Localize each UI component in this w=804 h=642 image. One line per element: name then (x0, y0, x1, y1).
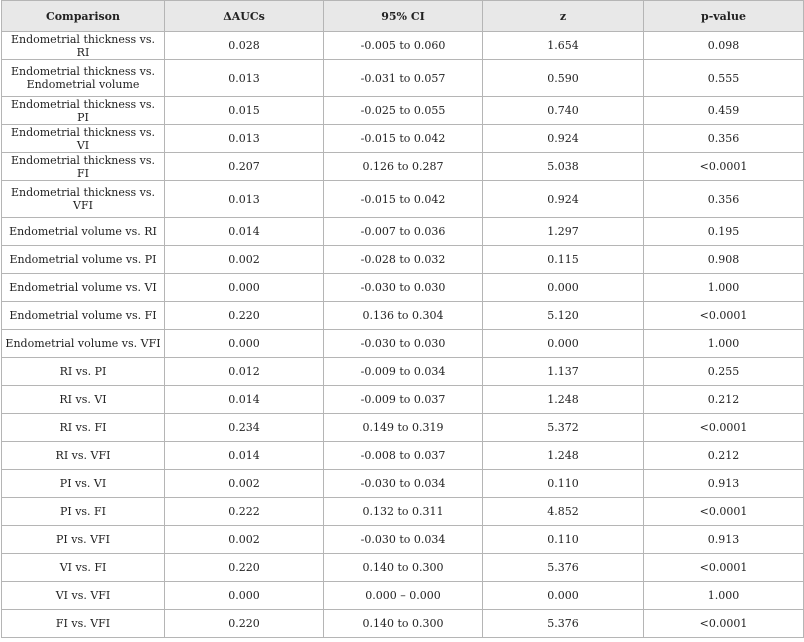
comparison-cell: RI vs. FI (2, 414, 165, 442)
table-row (2, 470, 804, 498)
comparison-cell: PI vs. FI (2, 498, 165, 526)
comparison-cell: Endometrial thickness vs. FI (2, 153, 165, 181)
header-z: z (483, 1, 644, 32)
comparison-cell: Endometrial volume vs. VFI (2, 330, 165, 358)
z-cell: 1.248 (483, 442, 644, 470)
delta-auc-cell: 0.234 (165, 414, 324, 442)
table-row (2, 582, 804, 610)
ci-cell: -0.030 to 0.030 (324, 330, 483, 358)
p-value-cell: 0.459 (644, 97, 804, 125)
p-value-cell: <0.0001 (644, 498, 804, 526)
ci-cell: -0.009 to 0.034 (324, 358, 483, 386)
table-row (2, 330, 804, 358)
delta-auc-cell: 0.207 (165, 153, 324, 181)
z-cell: 0.110 (483, 526, 644, 554)
header-row (2, 1, 804, 32)
comparison-cell: PI vs. VI (2, 470, 165, 498)
p-value-cell: <0.0001 (644, 610, 804, 638)
table-row (2, 442, 804, 470)
z-cell: 4.852 (483, 498, 644, 526)
ci-cell: -0.015 to 0.042 (324, 125, 483, 153)
z-cell: 0.000 (483, 582, 644, 610)
comparison-cell: RI vs. VI (2, 386, 165, 414)
comparison-cell: Endometrial thickness vs. Endometrial volume (2, 60, 165, 97)
table-row (2, 181, 804, 218)
ci-cell: -0.031 to 0.057 (324, 60, 483, 97)
delta-auc-cell: 0.220 (165, 610, 324, 638)
ci-cell: 0.149 to 0.319 (324, 414, 483, 442)
ci-cell: -0.030 to 0.030 (324, 274, 483, 302)
table-row (2, 302, 804, 330)
z-cell: 0.000 (483, 274, 644, 302)
table-row (2, 60, 804, 97)
p-value-cell: <0.0001 (644, 414, 804, 442)
comparison-cell: Endometrial thickness vs. RI (2, 32, 165, 60)
delta-auc-cell: 0.000 (165, 330, 324, 358)
delta-auc-cell: 0.012 (165, 358, 324, 386)
table-row (2, 358, 804, 386)
auc-comparison-table (1, 0, 804, 638)
p-value-cell: <0.0001 (644, 153, 804, 181)
z-cell: 5.372 (483, 414, 644, 442)
z-cell: 0.000 (483, 330, 644, 358)
ci-cell: 0.136 to 0.304 (324, 302, 483, 330)
table-row (2, 526, 804, 554)
delta-auc-cell: 0.002 (165, 470, 324, 498)
z-cell: 0.924 (483, 125, 644, 153)
p-value-cell: <0.0001 (644, 302, 804, 330)
table-row (2, 386, 804, 414)
z-cell: 0.740 (483, 97, 644, 125)
delta-auc-cell: 0.015 (165, 97, 324, 125)
ci-cell: -0.015 to 0.042 (324, 181, 483, 218)
comparison-cell: VI vs. VFI (2, 582, 165, 610)
delta-auc-cell: 0.014 (165, 218, 324, 246)
p-value-cell: 1.000 (644, 274, 804, 302)
header-delta-aucs: ΔAUCs (165, 1, 324, 32)
comparison-cell: PI vs. VFI (2, 526, 165, 554)
delta-auc-cell: 0.014 (165, 442, 324, 470)
ci-cell: -0.028 to 0.032 (324, 246, 483, 274)
comparison-cell: FI vs. VFI (2, 610, 165, 638)
delta-auc-cell: 0.222 (165, 498, 324, 526)
z-cell: 1.297 (483, 218, 644, 246)
p-value-cell: 0.356 (644, 181, 804, 218)
p-value-cell: 1.000 (644, 330, 804, 358)
comparison-cell: Endometrial thickness vs. VI (2, 125, 165, 153)
z-cell: 0.110 (483, 470, 644, 498)
table-header (2, 1, 804, 32)
comparison-cell: RI vs. PI (2, 358, 165, 386)
table-row (2, 125, 804, 153)
delta-auc-cell: 0.013 (165, 60, 324, 97)
z-cell: 1.137 (483, 358, 644, 386)
table-row (2, 610, 804, 638)
delta-auc-cell: 0.028 (165, 32, 324, 60)
p-value-cell: 1.000 (644, 582, 804, 610)
table-row (2, 97, 804, 125)
ci-cell: -0.007 to 0.036 (324, 218, 483, 246)
comparison-cell: Endometrial volume vs. RI (2, 218, 165, 246)
header-confidence-interval: 95% CI (324, 1, 483, 32)
delta-auc-cell: 0.002 (165, 246, 324, 274)
z-cell: 0.590 (483, 60, 644, 97)
p-value-cell: 0.195 (644, 218, 804, 246)
ci-cell: -0.030 to 0.034 (324, 470, 483, 498)
table-row (2, 153, 804, 181)
table-row (2, 554, 804, 582)
delta-auc-cell: 0.220 (165, 554, 324, 582)
comparison-cell: Endometrial volume vs. PI (2, 246, 165, 274)
z-cell: 5.376 (483, 554, 644, 582)
z-cell: 5.038 (483, 153, 644, 181)
delta-auc-cell: 0.014 (165, 386, 324, 414)
table-body (2, 32, 804, 638)
comparison-cell: Endometrial volume vs. VI (2, 274, 165, 302)
ci-cell: -0.009 to 0.037 (324, 386, 483, 414)
comparison-cell: VI vs. FI (2, 554, 165, 582)
p-value-cell: 0.908 (644, 246, 804, 274)
table-row (2, 414, 804, 442)
table-row (2, 218, 804, 246)
ci-cell: 0.126 to 0.287 (324, 153, 483, 181)
p-value-cell: 0.255 (644, 358, 804, 386)
z-cell: 5.120 (483, 302, 644, 330)
table-row (2, 498, 804, 526)
comparison-cell: Endometrial thickness vs. PI (2, 97, 165, 125)
z-cell: 1.248 (483, 386, 644, 414)
z-cell: 1.654 (483, 32, 644, 60)
ci-cell: -0.005 to 0.060 (324, 32, 483, 60)
ci-cell: 0.140 to 0.300 (324, 610, 483, 638)
comparison-cell: Endometrial volume vs. FI (2, 302, 165, 330)
p-value-cell: <0.0001 (644, 554, 804, 582)
p-value-cell: 0.212 (644, 386, 804, 414)
delta-auc-cell: 0.220 (165, 302, 324, 330)
table-row (2, 32, 804, 60)
p-value-cell: 0.356 (644, 125, 804, 153)
table-row (2, 246, 804, 274)
p-value-cell: 0.098 (644, 32, 804, 60)
ci-cell: 0.000 – 0.000 (324, 582, 483, 610)
comparison-cell: Endometrial thickness vs. VFI (2, 181, 165, 218)
ci-cell: -0.008 to 0.037 (324, 442, 483, 470)
delta-auc-cell: 0.002 (165, 526, 324, 554)
header-p-value: p-value (644, 1, 804, 32)
p-value-cell: 0.913 (644, 470, 804, 498)
comparison-cell: RI vs. VFI (2, 442, 165, 470)
ci-cell: -0.030 to 0.034 (324, 526, 483, 554)
ci-cell: 0.132 to 0.311 (324, 498, 483, 526)
z-cell: 5.376 (483, 610, 644, 638)
delta-auc-cell: 0.013 (165, 181, 324, 218)
table-row (2, 274, 804, 302)
ci-cell: -0.025 to 0.055 (324, 97, 483, 125)
p-value-cell: 0.555 (644, 60, 804, 97)
delta-auc-cell: 0.000 (165, 274, 324, 302)
header-comparison: Comparison (2, 1, 165, 32)
p-value-cell: 0.913 (644, 526, 804, 554)
delta-auc-cell: 0.013 (165, 125, 324, 153)
delta-auc-cell: 0.000 (165, 582, 324, 610)
z-cell: 0.924 (483, 181, 644, 218)
ci-cell: 0.140 to 0.300 (324, 554, 483, 582)
z-cell: 0.115 (483, 246, 644, 274)
p-value-cell: 0.212 (644, 442, 804, 470)
